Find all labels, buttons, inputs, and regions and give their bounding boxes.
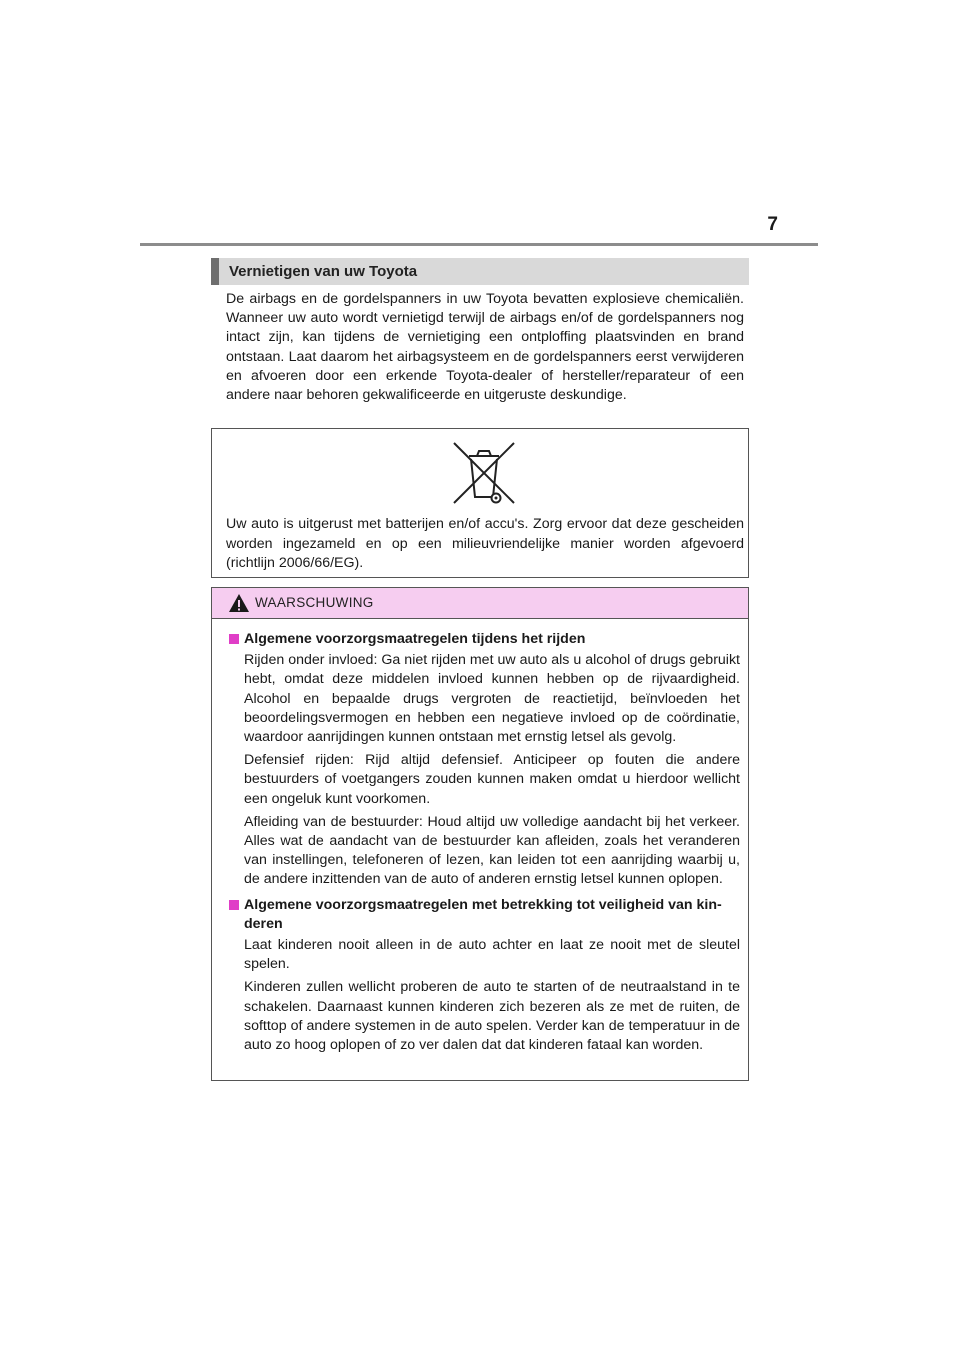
warning-section-heading-children (229, 896, 740, 934)
warning-triangle-icon (228, 593, 250, 613)
warning-section-heading-text: Algemene voorzorgsmaatregelen met betrekking tot veiligheid van kinderen (244, 896, 722, 932)
warning-paragraph: Laat kinderen nooit alleen in de auto achter en laat ze nooit met de sleutel spelen. (244, 937, 740, 973)
page-number: 7 (767, 214, 778, 235)
warning-content (212, 630, 748, 1059)
section-bullet-icon (229, 634, 239, 644)
header-rule (140, 243, 818, 246)
warning-paragraph: Defensief rijden: Rijd altijd defensief. Anticipeer op fouten die andere bestuurders of voetgangers zouden kunnen maken omdat u hierdoor wellicht een ongeluk kunt voorkomen. (244, 752, 740, 807)
warning-paragraph: Rijden onder invloed: Ga niet rijden met uw auto als u alcohol of drugs gebruikt hebt, omdat deze middelen invloed kunnen hebben op de rijvaardigheid. Alcohol en bepaalde drugs vergroten de reactietijd, beïnvloeden het beoordelingsvermogen en hebben een negatieve invloed op de coördinatie, waardoor aanrijdingen kunnen ontstaan met ernstig letsel als gevolg. (244, 652, 740, 746)
recycle-notice-text: Uw auto is uitgerust met batterijen en/of accu's. Zorg ervoor dat deze gescheiden worden ingezameld en op een milieuvriendelijke manier worden afgevoerd (richtlijn 2006/66/EG). (226, 516, 744, 571)
warning-section-heading-driving (229, 630, 740, 649)
warning-title: WAARSCHUWING (255, 595, 374, 610)
section-bullet-icon (229, 900, 239, 910)
recycle-notice-box (211, 428, 749, 578)
warning-section-heading-text: Algemene voorzorgsmaatregelen tijdens het rijden (244, 631, 586, 647)
warning-header (212, 588, 748, 619)
warning-box (211, 587, 749, 1081)
warning-paragraph: Kinderen zullen wellicht proberen de auto te starten of de neutraalstand in te schakelen. Daarnaast kunnen kinderen zich bezeren als ze met de ruiten, de softtop of andere systemen in de auto spelen. Verder kan de temperatuur in de auto zo hoog oplopen of zo ver dalen dat dat kinderen fataal kan worden. (244, 979, 740, 1054)
disposal-paragraph: De airbags en de gordelspanners in uw Toyota bevatten explosieve chemicaliën. Wanneer uw auto wordt vernietigd terwijl de airbags en/of de gordelspanners nog intact zijn, kan tijdens de vernietiging een ontploffing plaatsvinden en brand ontstaan. Laat daarom het airbagsysteem en de gordelspanners eerst verwijderen en afvoeren door een erkende Toyota-dealer of hersteller/reparateur of een andere naar behoren gekwalificeerde en uitgeruste deskundige. (226, 291, 744, 404)
section-heading: Vernietigen van uw Toyota (211, 258, 749, 285)
crossed-out-wheelie-bin-icon (449, 439, 519, 507)
warning-paragraph: Afleiding van de bestuurder: Houd altijd uw volledige aandacht bij het verkeer. Alles wat de aandacht van de bestuurder kan afleiden, zoals het veranderen van instellingen, telefoneren of lezen, kan leiden tot een aanrijding waarbij u, de andere inzittenden van de auto of anderen ernstig letsel kunnen oplopen. (244, 813, 740, 888)
